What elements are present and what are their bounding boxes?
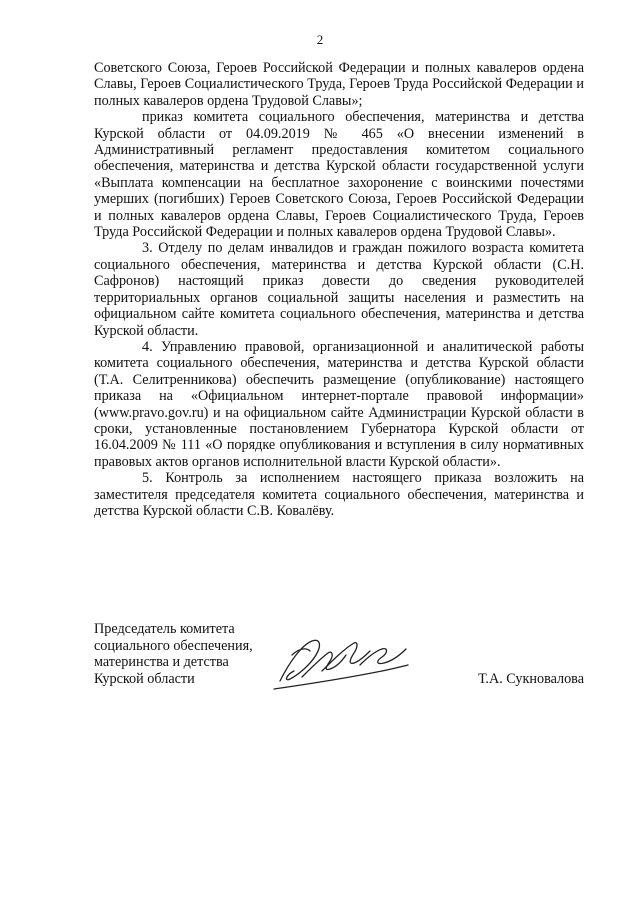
paragraph-continuation: Советского Союза, Героев Российской Федерации и полных кавалеров ордена Славы, Героев Социалистического Труда, Героев Труда Российской Федерации и полных кавалеров ордена Трудовой Славы»;: [94, 60, 584, 109]
paragraph-item-4: 4. Управлению правовой, организационной и аналитической работы комитета социального обеспечения, материнства и детства Курской области (Т.А. Селитренникова) обеспечить размещение (опубликование) настоящего приказа на «Официальном интернет-портале правовой информации» (www.pravo.gov.ru) и на официальном сайте Администрации Курской области в сроки, установленные постановлением Губернатора Курской области от 16.04.2009 № 111 «О порядке опубликования и вступления в силу нормативных правовых актов органов исполнительной власти Курской области».: [94, 338, 584, 470]
signatory-name: Т.А. Сукновалова: [478, 671, 584, 687]
signatory-title-line: материнства и детства: [94, 654, 229, 671]
paragraph-order-465: приказ комитета социального обеспечения, материнства и детства Курской области от 04.09.2019 № 465 «О внесении изменений в Административный регламент предоставления комитетом социального обеспечения, материнства и детства Курской области государственной услуги «Выплата компенсации на бесплатное захоронение с воинскими почестями умерших (погибших) Героев Советского Союза, Героев Российской Федерации и полных кавалеров ордена Славы, Героев Социалистического Труда, Героев Труда Российской Федерации и полных кавалеров ордена Трудовой Славы».: [94, 109, 584, 241]
document-body: [94, 60, 584, 519]
signature-block: [94, 621, 584, 701]
signatory-title: [94, 621, 294, 687]
handwritten-signature: [272, 631, 412, 695]
signatory-title-line: социального обеспечения,: [94, 637, 253, 654]
paragraph-item-3: 3. Отделу по делам инвалидов и граждан пожилого возраста комитета социального обеспечения, материнства и детства Курской области (С.Н. Сафронов) настоящий приказ довести до сведения руководителей территориальных органов социальной защиты населения и разместить на официальном сайте комитета социального обеспечения, материнства и детства Курской области.: [94, 240, 584, 339]
page-number: 2: [316, 32, 324, 47]
signatory-title-line: Председатель комитета: [94, 621, 235, 637]
paragraph-item-5: 5. Контроль за исполнением настоящего приказа возложить на заместителя председателя комитета социального обеспечения, материнства и детства Курской области С.В. Ковалёву.: [94, 470, 584, 519]
signatory-title-line: Курской области: [94, 670, 195, 687]
